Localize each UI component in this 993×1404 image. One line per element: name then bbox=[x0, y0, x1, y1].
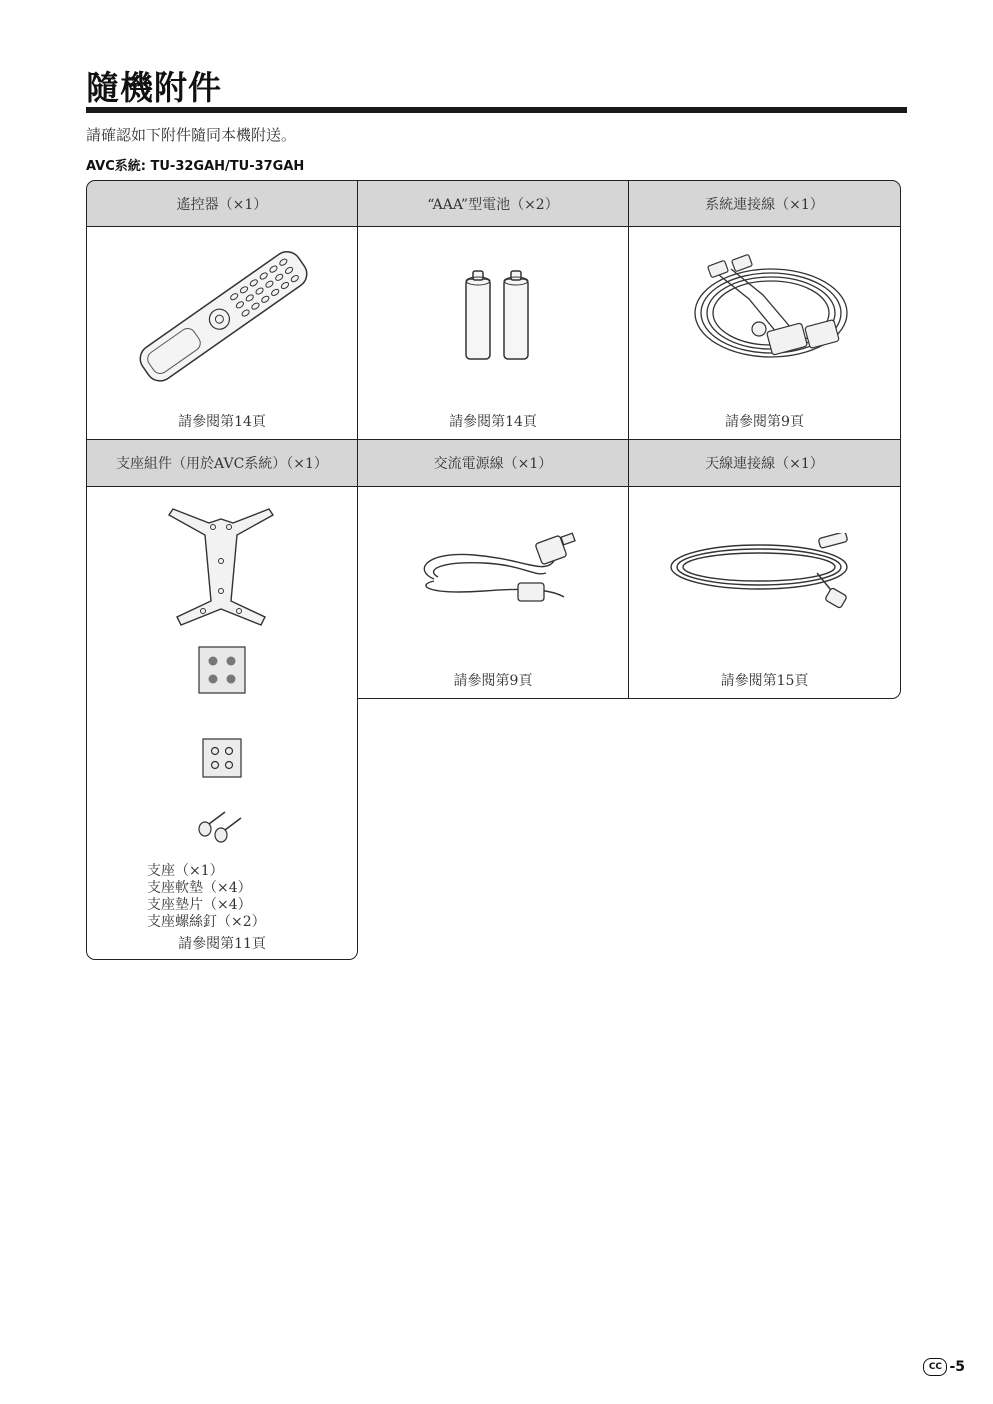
stand-parts-list bbox=[147, 863, 266, 931]
stand-part: 支座軟墊（×4） bbox=[147, 880, 252, 896]
system-cable-icon bbox=[689, 247, 859, 377]
remote-control-icon bbox=[125, 245, 315, 395]
page-footer bbox=[923, 1358, 965, 1376]
language-badge: CC bbox=[923, 1358, 947, 1376]
stand-part: 支座（×1） bbox=[147, 863, 224, 879]
cell-remote bbox=[86, 226, 358, 440]
intro-text: 請確認如下附件隨同本機附送。 bbox=[86, 126, 297, 144]
cell-antenna-cable bbox=[628, 486, 901, 699]
page-number: -5 bbox=[949, 1359, 965, 1375]
header-remote: 遙控器（×1） bbox=[86, 180, 358, 227]
cell-stand bbox=[86, 486, 358, 960]
power-cord-icon bbox=[414, 531, 594, 611]
stand-pad-icon bbox=[198, 646, 246, 694]
header-battery: “AAA”型電池（×2） bbox=[357, 180, 629, 227]
header-stand: 支座組件（用於AVC系統）（×1） bbox=[86, 439, 358, 487]
ref-battery: 請參閱第14頁 bbox=[449, 414, 537, 430]
antenna-cable-icon bbox=[667, 533, 857, 613]
battery-icon bbox=[458, 265, 538, 365]
ref-system-cable: 請參閱第9頁 bbox=[725, 414, 804, 430]
ref-power-cord: 請參閱第9頁 bbox=[453, 673, 533, 689]
header-antenna-cable: 天線連接線（×1） bbox=[628, 439, 901, 487]
header-power-cord: 交流電源線（×1） bbox=[357, 439, 629, 487]
stand-spacer-icon bbox=[202, 738, 242, 778]
stand-part: 支座螺絲釘（×2） bbox=[147, 914, 266, 930]
cell-battery bbox=[357, 226, 629, 440]
ref-stand: 請參閱第11頁 bbox=[178, 936, 266, 952]
page-title: 隨機附件 bbox=[86, 68, 222, 107]
header-system-cable: 系統連接線（×1） bbox=[628, 180, 901, 227]
title-divider bbox=[86, 107, 907, 113]
stand-screw-icon bbox=[195, 809, 245, 845]
system-label: AVC系統: TU-32GAH/TU-37GAH bbox=[86, 159, 305, 174]
ref-antenna-cable: 請參閱第15頁 bbox=[720, 673, 809, 689]
ref-remote: 請參閱第14頁 bbox=[178, 414, 266, 430]
stand-part: 支座墊片（×4） bbox=[147, 897, 252, 913]
cell-system-cable bbox=[628, 226, 901, 440]
stand-icon bbox=[161, 501, 281, 631]
cell-power-cord bbox=[357, 486, 629, 699]
